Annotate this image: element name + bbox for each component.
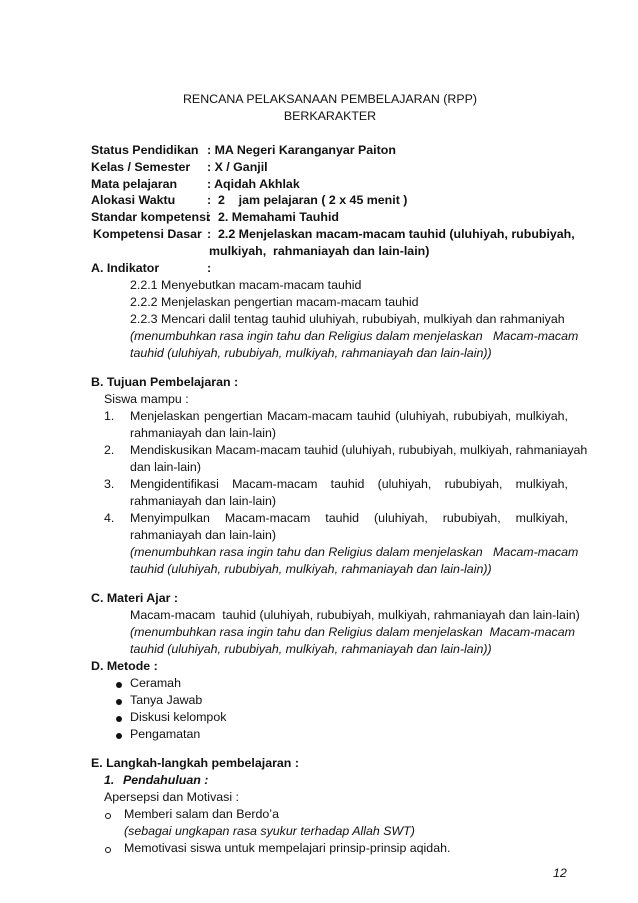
identity-label-status: Status Pendidikan xyxy=(91,143,199,157)
tujuan-note-2: tauhid (uluhiyah, rububiyah, mulkiyah, rahmaniayah dan lain-lain)) xyxy=(130,562,492,576)
identity-value-alokasi: : 2 jam pelajaran ( 2 x 45 menit ) xyxy=(207,193,408,207)
indikator-item-1: 2.2.1 Menyebutkan macam-macam tauhid xyxy=(130,278,362,292)
identity-label-kelas: Kelas / Semester xyxy=(91,160,191,174)
tujuan-item-1: Menjelaskan pengertian Macam-macam tauhid (uluhiyah, rububiyah, mulkiyah, xyxy=(130,409,568,423)
materi-text: Macam-macam tauhid (uluhiyah, rububiyah, mulkiyah, rahmaniayah dan lain-lain) xyxy=(130,608,580,622)
circle-bullet-icon xyxy=(105,813,111,819)
tujuan-num-4: 4. xyxy=(104,511,115,525)
tujuan-note-1: (menumbuhkan rasa ingin tahu dan Religius dalam menjelaskan Macam-macam xyxy=(130,545,579,559)
indikator-note-2: tauhid (uluhiyah, rububiyah, mulkiyah, rahmaniayah dan lain-lain)) xyxy=(130,346,492,360)
bullet-icon xyxy=(116,716,122,722)
bullet-icon xyxy=(116,699,122,705)
tujuan-item-2: Mendiskusikan Macam-macam tauhid (uluhiyah, rububiyah, mulkiyah, rahmaniayah xyxy=(130,443,588,457)
tujuan-item-4: Menyimpulkan Macam-macam tauhid (uluhiyah, rububiyah, mulkiyah, xyxy=(130,511,568,525)
tujuan-item-3-cont: rahmaniayah dan lain-lain) xyxy=(130,494,277,508)
identity-value-mapel: : Aqidah Akhlak xyxy=(207,177,300,191)
identity-label-kd: Kompetensi Dasar xyxy=(93,227,202,241)
tujuan-num-1: 1. xyxy=(104,409,115,423)
materi-note-2: tauhid (uluhiyah, rububiyah, mulkiyah, rahmaniayah dan lain-lain)) xyxy=(130,642,492,656)
langkah-item-1: Memberi salam dan Berdo’a xyxy=(124,807,279,821)
section-a-heading: A. Indikator xyxy=(91,261,160,275)
indikator-item-3: 2.2.3 Mencari dalil tentag tauhid uluhiyah, rububiyah, mulkiyah dan rahmaniyah xyxy=(130,312,565,326)
identity-label-mapel: Mata pelajaran xyxy=(91,177,178,191)
tujuan-num-3: 3. xyxy=(104,477,115,491)
section-a-colon: : xyxy=(207,261,212,275)
doc-title-line1: RENCANA PELAKSANAAN PEMBELAJARAN (RPP) xyxy=(182,92,478,106)
section-e-heading: E. Langkah-langkah pembelajaran : xyxy=(91,756,299,770)
identity-value-kd-cont: mulkiyah, rahmaniayah dan lain-lain) xyxy=(209,244,430,258)
identity-value-kd: : 2.2 Menjelaskan macam-macam tauhid (uluhiyah, rububiyah, xyxy=(207,227,575,241)
identity-label-alokasi: Alokasi Waktu xyxy=(91,193,176,207)
bullet-icon xyxy=(116,733,122,739)
identity-value-status: : MA Negeri Karanganyar Paiton xyxy=(207,143,396,157)
metode-item-2: Tanya Jawab xyxy=(130,693,203,707)
metode-item-3: Diskusi kelompok xyxy=(130,710,227,724)
metode-item-1: Ceramah xyxy=(130,676,181,690)
circle-bullet-icon xyxy=(105,847,111,853)
langkah-sub-num: 1. xyxy=(104,773,115,787)
tujuan-intro: Siswa mampu : xyxy=(104,392,189,406)
tujuan-num-2: 2. xyxy=(104,443,115,457)
identity-label-sk: Standar kompetensi xyxy=(91,210,210,224)
bullet-icon xyxy=(116,682,122,688)
tujuan-item-4-cont: rahmaniayah dan lain-lain) xyxy=(130,528,277,542)
langkah-intro: Apersepsi dan Motivasi : xyxy=(104,790,239,804)
materi-note-1: (menumbuhkan rasa ingin tahu dan Religius dalam menjelaskan Macam-macam xyxy=(130,625,575,639)
tujuan-item-1-cont: rahmaniayah dan lain-lain) xyxy=(130,426,277,440)
identity-value-kelas: : X / Ganjil xyxy=(207,160,268,174)
doc-title-line2: BERKARAKTER xyxy=(283,109,377,123)
section-d-heading: D. Metode : xyxy=(91,659,158,673)
indikator-item-2: 2.2.2 Menjelaskan pengertian macam-macam tauhid xyxy=(130,295,419,309)
tujuan-item-3: Mengidentifikasi Macam-macam tauhid (uluhiyah, rububiyah, mulkiyah, xyxy=(130,477,568,491)
langkah-item-2: Memotivasi siswa untuk mempelajari prinsip-prinsip aqidah. xyxy=(124,841,451,855)
langkah-sub-title: Pendahuluan : xyxy=(123,773,209,787)
section-c-heading: C. Materi Ajar : xyxy=(91,591,178,605)
section-b-heading: B. Tujuan Pembelajaran : xyxy=(91,375,239,389)
metode-item-4: Pengamatan xyxy=(130,727,201,741)
indikator-note-1: (menumbuhkan rasa ingin tahu dan Religius dalam menjelaskan Macam-macam xyxy=(130,329,579,343)
langkah-item-1-note: (sebagai ungkapan rasa syukur terhadap Allah SWT) xyxy=(124,824,415,838)
tujuan-item-2-cont: dan lain-lain) xyxy=(130,460,201,474)
identity-value-sk: : 2. Memahami Tauhid xyxy=(207,210,339,224)
page-number: 12 xyxy=(553,866,567,880)
